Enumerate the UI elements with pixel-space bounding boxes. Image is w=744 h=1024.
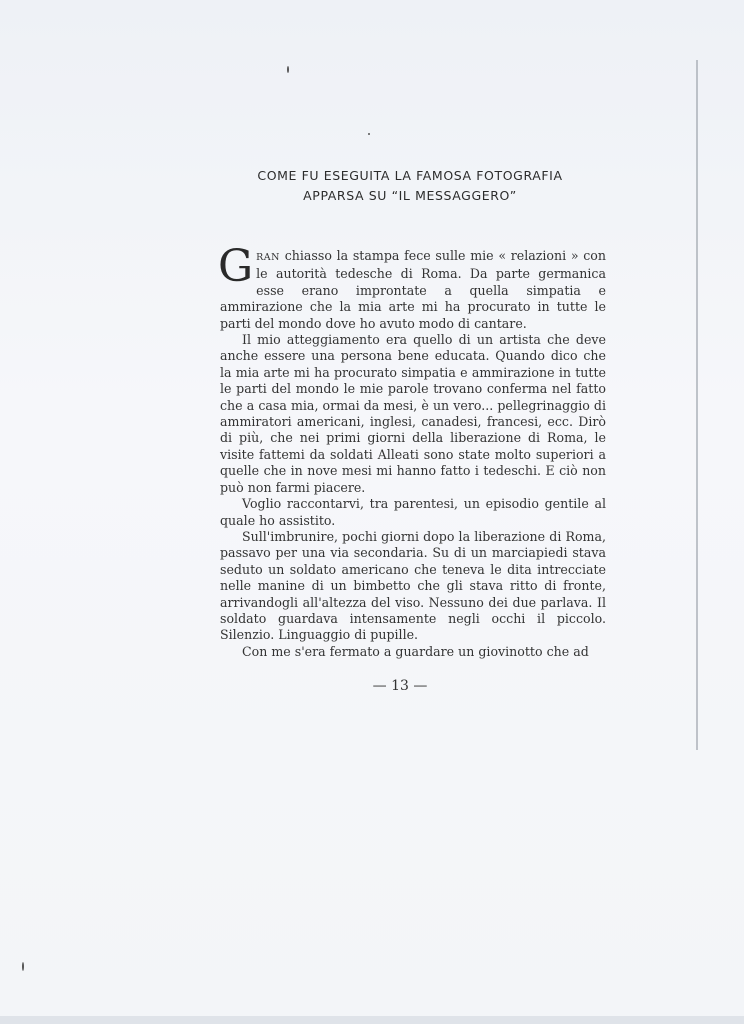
chapter-title: [200, 166, 620, 206]
scan-speck: [22, 962, 24, 971]
page-bottom-edge: [0, 1016, 744, 1024]
paragraph-1-text: chiasso la stampa fece sulle mie « relazioni » con le autorità tedesche di Roma. Da parte germanica esse erano improntate a quella simpatia e ammirazione che la mia arte mi ha procurato in tutte le parti del mondo dove ho avuto modo di cantare.: [220, 248, 606, 331]
small-caps-lead: RAN: [256, 252, 280, 263]
paragraph-3: Voglio raccontarvi, tra parentesi, un episodio gentile al quale ho assistito.: [220, 496, 606, 528]
drop-cap: G: [218, 241, 254, 292]
chapter-title-line-2: APPARSA SU “IL MESSAGGERO”: [303, 188, 517, 203]
scan-speck: [287, 66, 289, 73]
body-text: [218, 241, 606, 660]
paragraph-2: Il mio atteggiamento era quello di un artista che deve anche essere una persona bene educata. Quando dico che la mia arte mi ha procurato simpatia e ammirazione in tutte le parti del mondo le mie parole trovano conferma nel fatto che a casa mia, ormai da mesi, è un vero... pellegrinaggio di ammiratori americani, inglesi, canadesi, francesi, ecc. Dirò di più, che nei primi giorni della liberazione di Roma, le visite fattemi da soldati Alleati sono state molto superiori a quelle che in nove mesi mi hanno fatto i tedeschi. E ciò non può non farmi piacere.: [220, 332, 606, 495]
paragraph-4: Sull'imbrunire, pochi giorni dopo la liberazione di Roma, passavo per una via secondaria. Su di un marciapiedi stava seduto un soldato americano che teneva le dita intrecciate nelle manine di un bimbetto che gli stava ritto di fronte, arrivandogli all'altezza del viso. Nessuno dei due parlava. Il soldato guardava intensamente negli occhi il piccolo. Silenzio. Linguaggio di pupille.: [220, 528, 606, 643]
page-number: — 13 —: [372, 678, 428, 694]
scan-speck: [368, 133, 370, 135]
paragraph-1: [218, 241, 606, 332]
chapter-title-line-1: COME FU ESEGUITA LA FAMOSA FOTOGRAFIA: [257, 168, 563, 183]
paragraph-5: Con me s'era fermato a guardare un giovinotto che ad: [242, 643, 589, 659]
page-edge-line: [696, 60, 698, 750]
